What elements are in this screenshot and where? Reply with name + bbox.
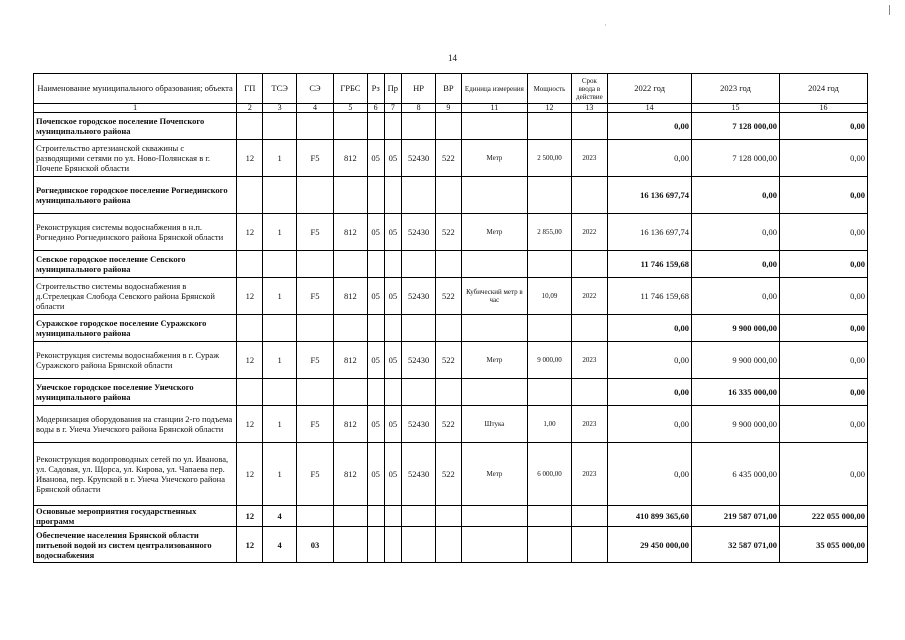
row-2023: 219 587 071,00 (692, 506, 780, 527)
row-grbs: 812 (334, 443, 367, 506)
row-unit: Метр (461, 443, 528, 506)
column-number: 2 (237, 104, 263, 113)
row-grbs (334, 113, 367, 140)
row-rz (367, 251, 384, 278)
row-power: 2 500,00 (528, 140, 571, 177)
row-grbs (334, 315, 367, 342)
row-unit: Кубический метр в час (461, 278, 528, 315)
row-grbs (334, 379, 367, 406)
row-term (571, 113, 607, 140)
row-2024: 0,00 (779, 113, 867, 140)
row-rz: 05 (367, 342, 384, 379)
table-group-row (34, 315, 868, 342)
row-vr (436, 177, 461, 214)
column-number: 9 (436, 104, 461, 113)
row-vr (436, 506, 461, 527)
row-rz (367, 379, 384, 406)
row-vr (436, 315, 461, 342)
row-rz (367, 177, 384, 214)
column-number: 11 (461, 104, 528, 113)
row-tse: 1 (263, 140, 296, 177)
row-gp (237, 379, 263, 406)
header-grbs: ГРБС (334, 74, 367, 104)
row-term: 2022 (571, 214, 607, 251)
row-power: 1,00 (528, 406, 571, 443)
header-se: СЭ (296, 74, 333, 104)
row-nr (401, 506, 435, 527)
row-power: 6 000,00 (528, 443, 571, 506)
row-2023: 9 900 000,00 (692, 342, 780, 379)
column-number: 14 (608, 104, 692, 113)
row-name: Почепское городское поселение Почепского муниципального района (34, 113, 237, 140)
row-2022: 0,00 (608, 443, 692, 506)
row-term (571, 251, 607, 278)
row-se: F5 (296, 342, 333, 379)
header-pr: Пр (384, 74, 401, 104)
row-pr: 05 (384, 406, 401, 443)
row-gp: 12 (237, 527, 263, 563)
row-gp: 12 (237, 443, 263, 506)
row-2023: 7 128 000,00 (692, 113, 780, 140)
table-group-row (34, 113, 868, 140)
row-name: Суражское городское поселение Суражского муниципального района (34, 315, 237, 342)
row-2023: 6 435 000,00 (692, 443, 780, 506)
header-gp: ГП (237, 74, 263, 104)
row-power: 2 855,00 (528, 214, 571, 251)
row-tse (263, 315, 296, 342)
row-pr: 05 (384, 443, 401, 506)
row-unit (461, 251, 528, 278)
row-2024: 0,00 (779, 140, 867, 177)
row-nr (401, 177, 435, 214)
row-power (528, 113, 571, 140)
row-se (296, 251, 333, 278)
row-2022: 0,00 (608, 140, 692, 177)
row-se (296, 315, 333, 342)
row-2022: 11 746 159,68 (608, 278, 692, 315)
row-term (571, 506, 607, 527)
row-2022: 16 136 697,74 (608, 177, 692, 214)
row-gp (237, 251, 263, 278)
row-unit (461, 506, 528, 527)
row-name: Строительство артезианской скважины с разводящими сетями по ул. Ново-Полянская в г. Почепе Брянской области (34, 140, 237, 177)
header-unit: Единица измерения (461, 74, 528, 104)
column-number: 3 (263, 104, 296, 113)
row-term: 2023 (571, 342, 607, 379)
row-power (528, 251, 571, 278)
header-power: Мощность (528, 74, 571, 104)
row-pr: 05 (384, 278, 401, 315)
row-2023: 0,00 (692, 214, 780, 251)
page-number: 14 (448, 53, 457, 63)
row-unit (461, 315, 528, 342)
row-unit: Штука (461, 406, 528, 443)
table-row (34, 278, 868, 315)
row-unit: Метр (461, 342, 528, 379)
row-vr: 522 (436, 214, 461, 251)
row-pr (384, 506, 401, 527)
row-se (296, 506, 333, 527)
table-row (34, 214, 868, 251)
row-2023: 7 128 000,00 (692, 140, 780, 177)
row-rz (367, 506, 384, 527)
row-vr (436, 527, 461, 563)
row-tse (263, 177, 296, 214)
row-tse: 1 (263, 443, 296, 506)
row-name: Реконструкция системы водоснабжения в н.п. Рогнедино Рогнединского района Брянской области (34, 214, 237, 251)
row-se (296, 379, 333, 406)
row-grbs: 812 (334, 140, 367, 177)
row-2023: 0,00 (692, 278, 780, 315)
row-se: 03 (296, 527, 333, 563)
column-number: 16 (779, 104, 867, 113)
header-2022: 2022 год (608, 74, 692, 104)
row-term (571, 315, 607, 342)
row-2022: 0,00 (608, 379, 692, 406)
row-tse: 1 (263, 278, 296, 315)
row-2024: 0,00 (779, 443, 867, 506)
row-2023: 32 587 071,00 (692, 527, 780, 563)
table-group-row (34, 251, 868, 278)
row-gp: 12 (237, 506, 263, 527)
row-nr (401, 315, 435, 342)
row-se: F5 (296, 278, 333, 315)
row-name: Обеспечение населения Брянской области питьевой водой из систем централизованного водоснабжения (34, 527, 237, 563)
row-grbs (334, 177, 367, 214)
row-gp: 12 (237, 214, 263, 251)
row-pr (384, 379, 401, 406)
row-2022: 29 450 000,00 (608, 527, 692, 563)
row-vr: 522 (436, 342, 461, 379)
row-2023: 9 900 000,00 (692, 406, 780, 443)
row-2024: 0,00 (779, 406, 867, 443)
row-gp: 12 (237, 406, 263, 443)
table-row (34, 406, 868, 443)
row-grbs: 812 (334, 214, 367, 251)
row-gp (237, 315, 263, 342)
row-power (528, 527, 571, 563)
row-se: F5 (296, 140, 333, 177)
row-2024: 0,00 (779, 214, 867, 251)
row-se: F5 (296, 406, 333, 443)
row-vr (436, 113, 461, 140)
corner-mark (889, 5, 890, 15)
row-unit: Метр (461, 140, 528, 177)
row-2022: 11 746 159,68 (608, 251, 692, 278)
row-grbs: 812 (334, 342, 367, 379)
table-group-row (34, 177, 868, 214)
header-2024: 2024 год (779, 74, 867, 104)
row-tse: 4 (263, 527, 296, 563)
row-grbs: 812 (334, 278, 367, 315)
row-grbs (334, 506, 367, 527)
header-name: Наименование муниципального образования; объекта (34, 74, 237, 104)
row-vr (436, 251, 461, 278)
row-tse (263, 251, 296, 278)
row-nr: 52430 (401, 443, 435, 506)
header-nr: НР (401, 74, 435, 104)
row-2022: 16 136 697,74 (608, 214, 692, 251)
row-term (571, 379, 607, 406)
row-gp (237, 177, 263, 214)
row-nr: 52430 (401, 214, 435, 251)
row-vr: 522 (436, 443, 461, 506)
row-name: Строительство системы водоснабжения в д.Стрелецкая Слобода Севского района Брянской области (34, 278, 237, 315)
table-row (34, 443, 868, 506)
row-rz: 05 (367, 443, 384, 506)
row-nr (401, 379, 435, 406)
row-rz: 05 (367, 278, 384, 315)
row-power: 9 000,00 (528, 342, 571, 379)
row-pr (384, 177, 401, 214)
row-name: Севское городское поселение Севского муниципального района (34, 251, 237, 278)
row-2022: 0,00 (608, 406, 692, 443)
row-rz (367, 113, 384, 140)
header-2023: 2023 год (692, 74, 780, 104)
header-vr: ВР (436, 74, 461, 104)
row-term: 2023 (571, 443, 607, 506)
row-vr: 522 (436, 406, 461, 443)
header-term: Срок ввода в действие (571, 74, 607, 104)
row-rz: 05 (367, 406, 384, 443)
row-pr: 05 (384, 214, 401, 251)
row-power (528, 506, 571, 527)
row-rz (367, 315, 384, 342)
row-unit (461, 177, 528, 214)
row-nr: 52430 (401, 140, 435, 177)
column-number: 6 (367, 104, 384, 113)
row-term: 2022 (571, 278, 607, 315)
row-grbs: 812 (334, 406, 367, 443)
column-number: 5 (334, 104, 367, 113)
table-row (34, 140, 868, 177)
row-se (296, 177, 333, 214)
row-pr: 05 (384, 140, 401, 177)
row-2022: 0,00 (608, 315, 692, 342)
row-name: Реконструкция водопроводных сетей по ул. Иванова, ул. Садовая, ул. Щорса, ул. Кирова, ул. Чапаева пер. Иванова, пер. Крупской в г. Унеча Унечского района Брянской области (34, 443, 237, 506)
table-group-row (34, 527, 868, 563)
row-tse: 4 (263, 506, 296, 527)
row-rz (367, 527, 384, 563)
header-tse: ТСЭ (263, 74, 296, 104)
row-term (571, 527, 607, 563)
column-number: 7 (384, 104, 401, 113)
row-2023: 0,00 (692, 251, 780, 278)
column-number: 1 (34, 104, 237, 113)
row-2022: 0,00 (608, 342, 692, 379)
corner-mark-dot: · (604, 20, 607, 30)
row-pr (384, 251, 401, 278)
row-power (528, 379, 571, 406)
row-term (571, 177, 607, 214)
header-rz: Рз (367, 74, 384, 104)
row-gp (237, 113, 263, 140)
table-group-row (34, 379, 868, 406)
row-name: Рогнединское городское поселение Рогнединского муниципального района (34, 177, 237, 214)
budget-table (33, 73, 868, 563)
column-number: 8 (401, 104, 435, 113)
row-power: 10,09 (528, 278, 571, 315)
row-se: F5 (296, 443, 333, 506)
row-nr: 52430 (401, 406, 435, 443)
row-2024: 0,00 (779, 379, 867, 406)
row-grbs (334, 251, 367, 278)
row-nr (401, 527, 435, 563)
row-gp: 12 (237, 140, 263, 177)
row-term: 2023 (571, 406, 607, 443)
table-row (34, 342, 868, 379)
column-number: 13 (571, 104, 607, 113)
row-2023: 16 335 000,00 (692, 379, 780, 406)
row-unit (461, 379, 528, 406)
row-name: Модернизация оборудования на станции 2-го подъема воды в г. Унеча Унечского района Брянской области (34, 406, 237, 443)
row-2023: 0,00 (692, 177, 780, 214)
row-se (296, 113, 333, 140)
table-body (34, 113, 868, 563)
column-number: 12 (528, 104, 571, 113)
row-name: Унечское городское поселение Унечского муниципального района (34, 379, 237, 406)
row-rz: 05 (367, 214, 384, 251)
row-pr (384, 527, 401, 563)
row-name: Основные мероприятия государственных программ (34, 506, 237, 527)
row-pr: 05 (384, 342, 401, 379)
row-2024: 0,00 (779, 315, 867, 342)
row-vr: 522 (436, 140, 461, 177)
row-gp: 12 (237, 342, 263, 379)
row-unit (461, 527, 528, 563)
column-number-row (34, 104, 868, 113)
row-nr: 52430 (401, 278, 435, 315)
column-number: 4 (296, 104, 333, 113)
row-name: Реконструкция системы водоснабжения в г. Сураж Суражского района Брянской области (34, 342, 237, 379)
row-nr (401, 113, 435, 140)
row-2024: 0,00 (779, 177, 867, 214)
column-number: 15 (692, 104, 780, 113)
row-2023: 9 900 000,00 (692, 315, 780, 342)
row-gp: 12 (237, 278, 263, 315)
row-vr: 522 (436, 278, 461, 315)
row-rz: 05 (367, 140, 384, 177)
row-2022: 0,00 (608, 113, 692, 140)
row-power (528, 177, 571, 214)
row-2024: 0,00 (779, 342, 867, 379)
table-group-row (34, 506, 868, 527)
row-2024: 222 055 000,00 (779, 506, 867, 527)
row-term: 2023 (571, 140, 607, 177)
row-vr (436, 379, 461, 406)
row-tse: 1 (263, 342, 296, 379)
row-grbs (334, 527, 367, 563)
header-row (34, 74, 868, 104)
row-2024: 0,00 (779, 278, 867, 315)
row-nr (401, 251, 435, 278)
row-power (528, 315, 571, 342)
row-2024: 0,00 (779, 251, 867, 278)
row-se: F5 (296, 214, 333, 251)
row-nr: 52430 (401, 342, 435, 379)
row-2024: 35 055 000,00 (779, 527, 867, 563)
row-tse (263, 379, 296, 406)
row-pr (384, 113, 401, 140)
row-unit: Метр (461, 214, 528, 251)
row-tse (263, 113, 296, 140)
row-pr (384, 315, 401, 342)
row-2022: 410 899 365,60 (608, 506, 692, 527)
row-tse: 1 (263, 214, 296, 251)
row-tse: 1 (263, 406, 296, 443)
row-unit (461, 113, 528, 140)
